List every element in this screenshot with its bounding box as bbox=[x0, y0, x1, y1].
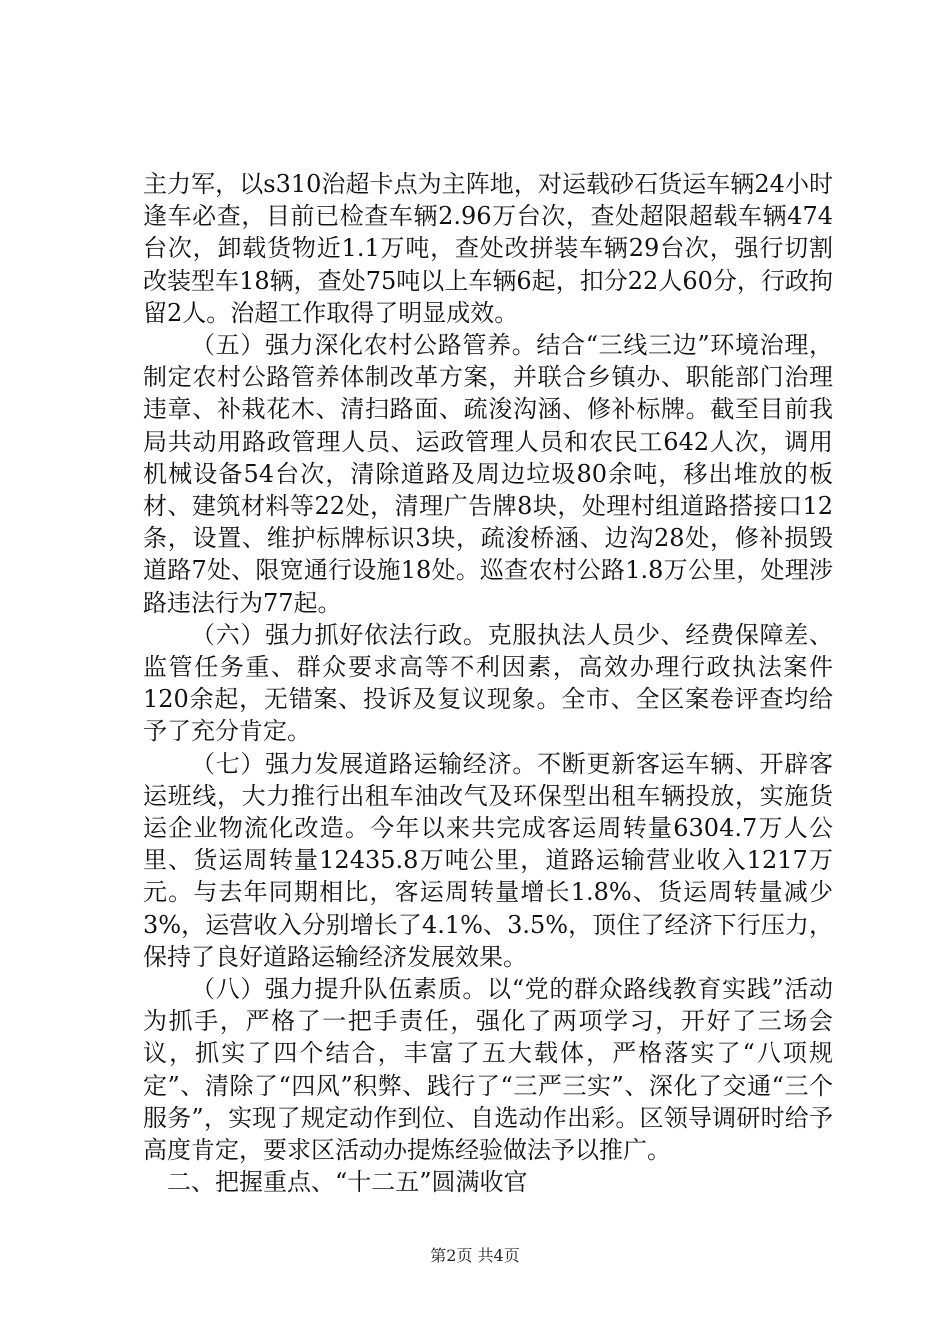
paragraph-section-6: （六）强力抓好依法行政。克服执法人员少、经费保障差、监管任务重、群众要求高等不利因素，高效办理行政执法案件120余起，无错案、投诉及复议现象。全市、全区案卷评查均给予了充分肯定。 bbox=[143, 620, 833, 746]
page-number-footer: 第2页 共4页 bbox=[430, 1246, 520, 1265]
paragraph-continuation: 主力军，以s310治超卡点为主阵地，对运载砂石货运车辆24小时逢车必查，目前已检查车辆2.96万台次，查处超限超载车辆474台次，卸载货物近1.1万吨，查处改拼装车辆29台次，强行切割改装型车18辆，查处75吨以上车辆6起，扣分22人60分，行政拘留2人。治超工作取得了明显成效。 bbox=[143, 170, 833, 327]
paragraph-section-8: （八）强力提升队伍素质。以“党的群众路线教育实践”活动为抓手，严格了一把手责任，强化了两项学习，开好了三场会议，抓实了四个结合，丰富了五大载体，严格落实了“八项规定”、清除了“四风”积弊、践行了“三严三实”、深化了交通“三个服务”，实现了规定动作到位、自选动作出彩。区领导调研时给予高度肯定，要求区活动办提炼经验做法予以推广。 bbox=[143, 975, 833, 1165]
document-body bbox=[143, 168, 833, 1199]
section-heading-2: 二、把握重点、“十二五”圆满收官 bbox=[167, 1168, 528, 1197]
paragraph-section-5: （五）强力深化农村公路管养。结合“三线三边”环境治理，制定农村公路管养体制改革方案，并联合乡镇办、职能部门治理违章、补栽花木、清扫路面、疏浚沟涵、修补标牌。截至目前我局共动用路政管理人员、运政管理人员和农民工642人次，调用机械设备54台次，清除道路及周边垃圾80余吨，移出堆放的板材、建筑材料等22处，清理广告牌8块，处理村组道路搭接口12条，设置、维护标牌标识3块，疏浚桥涵、边沟28处，修补损毁道路7处、限宽通行设施18处。巡查农村公路1.8万公里，处理涉路违法行为77起。 bbox=[143, 331, 833, 617]
paragraph-section-7: （七）强力发展道路运输经济。不断更新客运车辆、开辟客运班线，大力推行出租车油改气及环保型出租车辆投放，实施货运企业物流化改造。今年以来共完成客运周转量6304.7万人公里、货运周转量12435.8万吨公里，道路运输营业收入1217万元。与去年同期相比，客运周转量增长1.8%、货运周转量减少3%，运营收入分别增长了4.1%、3.5%，顶住了经济下行压力，保持了良好道路运输经济发展效果。 bbox=[143, 749, 833, 971]
